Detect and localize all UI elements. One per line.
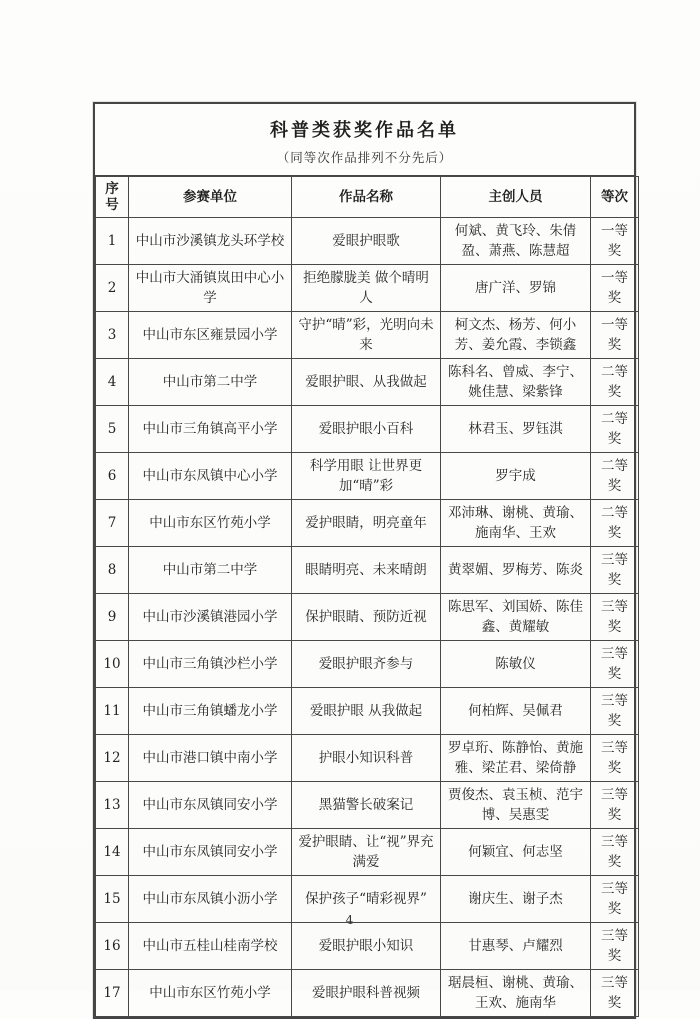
cell-serial-number: 12: [96, 735, 129, 782]
table-row: [96, 735, 639, 782]
cell-serial-number: 2: [96, 265, 129, 312]
cell-serial-number: 3: [96, 312, 129, 359]
cell-participating-unit: 中山市第二中学: [129, 547, 292, 594]
cell-main-creators: 黄翠媚、罗梅芳、陈炎: [441, 547, 591, 594]
cell-work-title: 黑猫警长破案记: [292, 782, 441, 829]
cell-award-rank: 三等奖: [591, 735, 639, 782]
cell-participating-unit: 中山市沙溪镇龙头环学校: [129, 218, 292, 265]
cell-award-rank: 三等奖: [591, 923, 639, 970]
cell-participating-unit: 中山市东凤镇同安小学: [129, 829, 292, 876]
award-list-table: [93, 102, 636, 1019]
cell-main-creators: 陈科名、曾威、李宁、姚佳慧、梁紫锋: [441, 359, 591, 406]
cell-serial-number: 5: [96, 406, 129, 453]
cell-work-title: 爱眼护眼齐参与: [292, 641, 441, 688]
table-row: [96, 265, 639, 312]
cell-main-creators: 何柏辉、吴佩君: [441, 688, 591, 735]
cell-participating-unit: 中山市五桂山桂南学校: [129, 923, 292, 970]
cell-main-creators: 唐广洋、罗锦: [441, 265, 591, 312]
awards-table-body: [96, 218, 639, 1017]
cell-work-title: 爱眼护眼小知识: [292, 923, 441, 970]
cell-award-rank: 三等奖: [591, 547, 639, 594]
cell-main-creators: 陈敏仪: [441, 641, 591, 688]
table-row: [96, 359, 639, 406]
cell-work-title: 爱眼护眼、从我做起: [292, 359, 441, 406]
table-title-block: [95, 104, 634, 176]
table-row: [96, 641, 639, 688]
cell-work-title: 护眼小知识科普: [292, 735, 441, 782]
cell-serial-number: 8: [96, 547, 129, 594]
table-row: [96, 453, 639, 500]
document-subtitle: （同等次作品排列不分先后）: [276, 150, 453, 165]
cell-award-rank: 三等奖: [591, 970, 639, 1017]
cell-work-title: 拒绝朦胧美 做个晴明人: [292, 265, 441, 312]
cell-award-rank: 二等奖: [591, 359, 639, 406]
cell-serial-number: 11: [96, 688, 129, 735]
cell-work-title: 保护眼睛、预防近视: [292, 594, 441, 641]
cell-award-rank: 二等奖: [591, 406, 639, 453]
document-title: 科普类获奖作品名单: [270, 120, 459, 141]
table-row: [96, 782, 639, 829]
cell-serial-number: 1: [96, 218, 129, 265]
cell-participating-unit: 中山市东区竹苑小学: [129, 500, 292, 547]
header-participating-unit: 参赛单位: [129, 177, 292, 218]
cell-participating-unit: 中山市东区竹苑小学: [129, 970, 292, 1017]
table-row: [96, 500, 639, 547]
cell-award-rank: 三等奖: [591, 829, 639, 876]
table-row: [96, 688, 639, 735]
cell-work-title: 爱眼护眼小百科: [292, 406, 441, 453]
cell-work-title: 守护“晴”彩，光明向未来: [292, 312, 441, 359]
cell-main-creators: 何斌、黄飞玲、朱倩盈、萧燕、陈慧超: [441, 218, 591, 265]
header-serial-number: 序号: [96, 177, 129, 218]
cell-work-title: 爱眼护眼 从我做起: [292, 688, 441, 735]
cell-award-rank: 一等奖: [591, 265, 639, 312]
cell-award-rank: 三等奖: [591, 876, 639, 923]
cell-participating-unit: 中山市三角镇蟠龙小学: [129, 688, 292, 735]
cell-award-rank: 三等奖: [591, 782, 639, 829]
cell-participating-unit: 中山市大涌镇岚田中心小学: [129, 265, 292, 312]
table-row: [96, 829, 639, 876]
cell-award-rank: 一等奖: [591, 218, 639, 265]
cell-serial-number: 15: [96, 876, 129, 923]
table-row: [96, 970, 639, 1017]
table-row: [96, 547, 639, 594]
table-row: [96, 594, 639, 641]
cell-participating-unit: 中山市三角镇高平小学: [129, 406, 292, 453]
cell-serial-number: 10: [96, 641, 129, 688]
cell-work-title: 爱护眼睛，明亮童年: [292, 500, 441, 547]
cell-main-creators: 谢庆生、谢子杰: [441, 876, 591, 923]
cell-award-rank: 二等奖: [591, 453, 639, 500]
header-main-creators: 主创人员: [441, 177, 591, 218]
cell-participating-unit: 中山市东凤镇同安小学: [129, 782, 292, 829]
cell-work-title: 爱护眼睛、让“视”界充满爱: [292, 829, 441, 876]
table-row: [96, 406, 639, 453]
cell-participating-unit: 中山市沙溪镇港园小学: [129, 594, 292, 641]
cell-main-creators: 邓沛琳、谢桃、黄瑜、施南华、王欢: [441, 500, 591, 547]
cell-serial-number: 14: [96, 829, 129, 876]
cell-award-rank: 三等奖: [591, 594, 639, 641]
cell-participating-unit: 中山市三角镇沙栏小学: [129, 641, 292, 688]
cell-participating-unit: 中山市东凤镇小沥小学: [129, 876, 292, 923]
awards-table: [95, 176, 639, 1017]
table-row: [96, 923, 639, 970]
cell-main-creators: 罗卓珩、陈静怡、黄施雅、梁芷君、梁倚静: [441, 735, 591, 782]
cell-serial-number: 7: [96, 500, 129, 547]
cell-work-title: 爱眼护眼科普视频: [292, 970, 441, 1017]
table-row: [96, 218, 639, 265]
cell-serial-number: 13: [96, 782, 129, 829]
header-work-title: 作品名称: [292, 177, 441, 218]
cell-participating-unit: 中山市港口镇中南小学: [129, 735, 292, 782]
table-header-row: [96, 177, 639, 218]
header-award-rank: 等次: [591, 177, 639, 218]
cell-participating-unit: 中山市第二中学: [129, 359, 292, 406]
cell-award-rank: 三等奖: [591, 641, 639, 688]
cell-main-creators: 罗宇成: [441, 453, 591, 500]
cell-work-title: 科学用眼 让世界更加“晴”彩: [292, 453, 441, 500]
cell-participating-unit: 中山市东区雍景园小学: [129, 312, 292, 359]
cell-work-title: 眼睛明亮、未来晴朗: [292, 547, 441, 594]
cell-serial-number: 17: [96, 970, 129, 1017]
cell-main-creators: 柯文杰、杨芳、何小芳、姜允霞、李锁鑫: [441, 312, 591, 359]
cell-serial-number: 6: [96, 453, 129, 500]
cell-main-creators: 贾俊杰、袁玉桢、范宇博、吴惠雯: [441, 782, 591, 829]
cell-serial-number: 16: [96, 923, 129, 970]
cell-participating-unit: 中山市东凤镇中心小学: [129, 453, 292, 500]
cell-main-creators: 林君玉、罗钰淇: [441, 406, 591, 453]
cell-serial-number: 4: [96, 359, 129, 406]
cell-work-title: 爱眼护眼歌: [292, 218, 441, 265]
cell-main-creators: 何颖宜、何志坚: [441, 829, 591, 876]
cell-main-creators: 琚晨桓、谢桃、黄瑜、王欢、施南华: [441, 970, 591, 1017]
table-row: [96, 312, 639, 359]
page-number: 4: [345, 913, 355, 927]
cell-award-rank: 二等奖: [591, 500, 639, 547]
cell-work-title: 保护孩子“晴彩视界”: [292, 876, 441, 923]
cell-main-creators: 陈思军、刘国娇、陈佳鑫、黄耀敏: [441, 594, 591, 641]
cell-serial-number: 9: [96, 594, 129, 641]
cell-main-creators: 甘惠琴、卢耀烈: [441, 923, 591, 970]
cell-award-rank: 三等奖: [591, 688, 639, 735]
cell-award-rank: 一等奖: [591, 312, 639, 359]
